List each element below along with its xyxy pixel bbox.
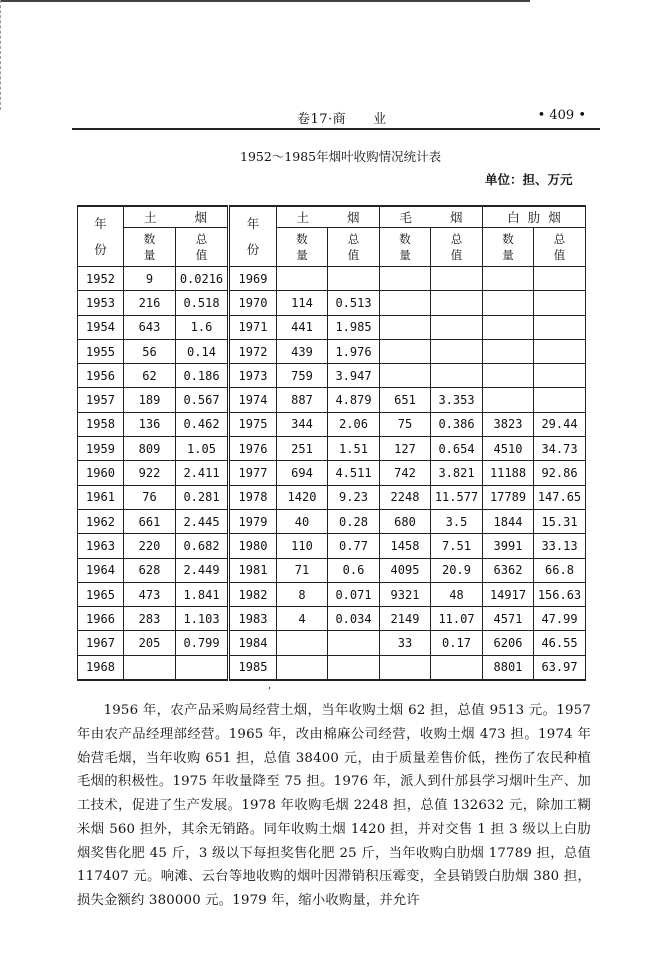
year-cell: 1970 — [229, 291, 277, 315]
bailei-quantity — [483, 267, 534, 291]
sub-char: 值 — [347, 248, 360, 262]
year-cell: 1979 — [229, 509, 277, 533]
sub-char: 量 — [399, 248, 411, 262]
tuyan-value: 0.281 — [176, 485, 229, 509]
tuyan-quantity: 220 — [124, 534, 176, 558]
year-cell: 1964 — [78, 558, 124, 582]
tuyan-value: 0.034 — [328, 607, 380, 631]
sub-char: 数 — [399, 232, 411, 246]
tuyan-quantity: 251 — [277, 437, 328, 461]
tuyan-value: 9.23 — [328, 485, 380, 509]
tuyan-quantity — [277, 267, 328, 291]
page-number: • 409 • — [537, 108, 586, 123]
maoyan-value: 7.51 — [431, 534, 483, 558]
bailei-value — [534, 339, 586, 363]
bailei-value — [534, 291, 586, 315]
year-cell: 1958 — [78, 412, 124, 436]
sub-char: 总 — [347, 232, 360, 246]
bailei-quantity: 4510 — [483, 437, 534, 461]
year-cell: 1971 — [229, 315, 277, 339]
tuyan-quantity: 922 — [124, 461, 176, 485]
tuyan-quantity: 344 — [277, 412, 328, 436]
header-quantity — [380, 228, 431, 267]
bailei-value: 156.63 — [534, 582, 586, 606]
group-char: 烟 — [347, 210, 360, 225]
scan-edge-left — [0, 0, 2, 110]
table-row — [78, 388, 586, 412]
year-cell: 1980 — [229, 534, 277, 558]
tuyan-quantity: 661 — [124, 509, 176, 533]
tuyan-value: 1.976 — [328, 339, 380, 363]
group-char: 烟 — [450, 210, 463, 225]
tuyan-quantity: 71 — [277, 558, 328, 582]
group-char: 毛 — [399, 210, 412, 225]
table-row — [78, 534, 586, 558]
table-row — [78, 437, 586, 461]
year-cell: 1963 — [78, 534, 124, 558]
stray-mark: , — [268, 680, 272, 691]
tuyan-value: 0.071 — [328, 582, 380, 606]
bailei-value: 63.97 — [534, 655, 586, 680]
group-char: 肋 — [527, 210, 541, 225]
year-cell: 1977 — [229, 461, 277, 485]
header-quantity — [483, 228, 534, 267]
table-row — [78, 267, 586, 291]
table-row — [78, 582, 586, 606]
year-cell: 1983 — [229, 607, 277, 631]
tuyan-quantity: 439 — [277, 339, 328, 363]
bailei-value: 15.31 — [534, 509, 586, 533]
bailei-value: 34.73 — [534, 437, 586, 461]
group-char: 烟 — [548, 210, 561, 225]
maoyan-value — [431, 267, 483, 291]
header-quantity — [277, 228, 328, 267]
maoyan-quantity: 742 — [380, 461, 431, 485]
tuyan-quantity: 887 — [277, 388, 328, 412]
tuyan-value — [328, 631, 380, 655]
tuyan-quantity: 216 — [124, 291, 176, 315]
bailei-quantity — [483, 315, 534, 339]
maoyan-quantity: 1458 — [380, 534, 431, 558]
tuyan-value: 0.77 — [328, 534, 380, 558]
tuyan-value: 0.14 — [176, 339, 229, 363]
header-row-groups — [78, 206, 586, 228]
header-year-2 — [229, 206, 277, 267]
sub-char: 量 — [296, 248, 308, 262]
year-cell: 1966 — [78, 607, 124, 631]
header-year-1 — [78, 206, 124, 267]
bailei-value — [534, 267, 586, 291]
year-cell: 1955 — [78, 339, 124, 363]
table-unit: 单位：担、万元 — [485, 172, 573, 187]
year-cell: 1972 — [229, 339, 277, 363]
header-group-tuyan-1 — [124, 206, 229, 228]
tuyan-quantity: 694 — [277, 461, 328, 485]
year-cell: 1959 — [78, 437, 124, 461]
bailei-quantity: 14917 — [483, 582, 534, 606]
tuyan-value: 3.947 — [328, 364, 380, 388]
maoyan-quantity: 2248 — [380, 485, 431, 509]
tuyan-value: 0.462 — [176, 412, 229, 436]
bailei-quantity: 4571 — [483, 607, 534, 631]
year-cell: 1952 — [78, 267, 124, 291]
tuyan-value: 0.567 — [176, 388, 229, 412]
tuyan-value: 0.513 — [328, 291, 380, 315]
year-cell: 1968 — [78, 655, 124, 680]
table-row — [78, 485, 586, 509]
maoyan-value — [431, 364, 483, 388]
maoyan-value: 0.654 — [431, 437, 483, 461]
table-row — [78, 461, 586, 485]
maoyan-quantity: 2149 — [380, 607, 431, 631]
maoyan-value: 3.353 — [431, 388, 483, 412]
header-rule — [72, 128, 600, 130]
tuyan-quantity: 441 — [277, 315, 328, 339]
bailei-quantity — [483, 339, 534, 363]
maoyan-quantity: 9321 — [380, 582, 431, 606]
tuyan-quantity: 136 — [124, 412, 176, 436]
bailei-value — [534, 364, 586, 388]
table-row — [78, 607, 586, 631]
tuyan-quantity: 473 — [124, 582, 176, 606]
maoyan-quantity — [380, 364, 431, 388]
table-body — [78, 267, 586, 681]
tuyan-value: 2.449 — [176, 558, 229, 582]
tuyan-value: 1.51 — [328, 437, 380, 461]
tuyan-quantity — [124, 655, 176, 680]
maoyan-quantity: 75 — [380, 412, 431, 436]
bailei-value: 47.99 — [534, 607, 586, 631]
tuyan-quantity: 4 — [277, 607, 328, 631]
scan-edge — [0, 0, 530, 2]
header-year-char: 年 — [94, 215, 107, 231]
tuyan-quantity: 628 — [124, 558, 176, 582]
year-cell: 1982 — [229, 582, 277, 606]
tuyan-quantity: 283 — [124, 607, 176, 631]
year-cell: 1973 — [229, 364, 277, 388]
year-cell: 1981 — [229, 558, 277, 582]
bailei-value: 92.86 — [534, 461, 586, 485]
bailei-quantity: 11188 — [483, 461, 534, 485]
tuyan-value: 0.28 — [328, 509, 380, 533]
tuyan-value: 1.841 — [176, 582, 229, 606]
table-title: 1952～1985年烟叶收购情况统计表 — [240, 149, 442, 164]
bailei-quantity: 3991 — [483, 534, 534, 558]
tuyan-value: 0.518 — [176, 291, 229, 315]
maoyan-quantity — [380, 655, 431, 680]
maoyan-quantity: 4095 — [380, 558, 431, 582]
sub-char: 数 — [502, 232, 514, 246]
year-cell: 1961 — [78, 485, 124, 509]
tobacco-purchase-table — [77, 205, 586, 681]
sub-char: 量 — [502, 248, 514, 262]
year-cell: 1978 — [229, 485, 277, 509]
header-value — [431, 228, 483, 267]
tuyan-value: 4.511 — [328, 461, 380, 485]
group-char: 土 — [296, 210, 309, 225]
bailei-value: 46.55 — [534, 631, 586, 655]
tuyan-quantity: 809 — [124, 437, 176, 461]
table-row — [78, 339, 586, 363]
tuyan-quantity: 40 — [277, 509, 328, 533]
running-head — [72, 108, 600, 128]
tuyan-quantity: 205 — [124, 631, 176, 655]
table-row — [78, 509, 586, 533]
body-paragraph: 1956 年，农产品采购局经营土烟，当年收购土烟 62 担，总值 9513 元。1957 年由农产品经理部经营。1965 年，改由棉麻公司经营，收购土烟 473 担。1974 年始营毛烟，当年收购 651 担，总值 38400 元，由于质量差售价低，挫伤了农民种植毛烟的积极性。1975 年收量降至 75 担。1976 年，派人到什邡县学习烟叶生产、加工技术，促进了生产发展。1978 年收购毛烟 2248 担，总值 132632 元，除加工糊米烟 560 担外，其余无销路。同年收购土烟 1420 担，并对交售 1 担 3 级以上白肋烟奖售化肥 45 斤，3 级以下每担奖售化肥 25 斤，当年收购白肋烟 17789 担，总值 117407 元。响滩、云台等地收购的烟叶因滞销积压霉变，全县销毁白肋烟 380 担，损失金额约 380000 元。1979 年，缩小收购量，并允许 — [77, 703, 591, 908]
maoyan-value: 20.9 — [431, 558, 483, 582]
bailei-quantity — [483, 291, 534, 315]
maoyan-value: 0.17 — [431, 631, 483, 655]
bailei-value: 147.65 — [534, 485, 586, 509]
maoyan-quantity: 680 — [380, 509, 431, 533]
maoyan-quantity: 127 — [380, 437, 431, 461]
tuyan-value: 1.05 — [176, 437, 229, 461]
bailei-quantity: 6362 — [483, 558, 534, 582]
year-cell: 1957 — [78, 388, 124, 412]
sub-char: 值 — [195, 248, 208, 262]
maoyan-quantity — [380, 267, 431, 291]
sub-char: 数 — [296, 232, 308, 246]
year-cell: 1984 — [229, 631, 277, 655]
header-year-char: 份 — [94, 241, 107, 257]
year-cell: 1976 — [229, 437, 277, 461]
maoyan-value: 11.07 — [431, 607, 483, 631]
tuyan-value: 0.799 — [176, 631, 229, 655]
sub-char: 总 — [553, 232, 566, 246]
bailei-value: 29.44 — [534, 412, 586, 436]
bailei-quantity: 6206 — [483, 631, 534, 655]
header-row-sub — [78, 228, 586, 267]
sub-char: 值 — [553, 248, 566, 262]
group-char: 土 — [143, 210, 157, 225]
tuyan-quantity: 643 — [124, 315, 176, 339]
year-cell: 1956 — [78, 364, 124, 388]
bailei-quantity: 8801 — [483, 655, 534, 680]
bailei-quantity: 17789 — [483, 485, 534, 509]
maoyan-quantity: 651 — [380, 388, 431, 412]
table-row — [78, 631, 586, 655]
header-value — [176, 228, 229, 267]
maoyan-value — [431, 655, 483, 680]
table-row — [78, 291, 586, 315]
header-group-bailei — [483, 206, 586, 228]
bailei-value — [534, 315, 586, 339]
maoyan-value: 3.821 — [431, 461, 483, 485]
maoyan-value: 3.5 — [431, 509, 483, 533]
year-cell: 1974 — [229, 388, 277, 412]
sub-char: 量 — [143, 248, 156, 262]
tuyan-quantity: 1420 — [277, 485, 328, 509]
tuyan-quantity: 110 — [277, 534, 328, 558]
year-cell: 1969 — [229, 267, 277, 291]
tuyan-quantity: 56 — [124, 339, 176, 363]
header-year-char: 份 — [246, 241, 260, 257]
bailei-value — [534, 388, 586, 412]
tuyan-value: 2.411 — [176, 461, 229, 485]
tuyan-value — [328, 267, 380, 291]
table-row — [78, 655, 586, 680]
tuyan-quantity: 759 — [277, 364, 328, 388]
maoyan-quantity — [380, 315, 431, 339]
maoyan-value: 48 — [431, 582, 483, 606]
tuyan-value — [328, 655, 380, 680]
maoyan-quantity — [380, 339, 431, 363]
maoyan-value: 11.577 — [431, 485, 483, 509]
tuyan-quantity: 76 — [124, 485, 176, 509]
bailei-value: 33.13 — [534, 534, 586, 558]
table-row — [78, 364, 586, 388]
year-cell: 1953 — [78, 291, 124, 315]
year-cell: 1962 — [78, 509, 124, 533]
group-char: 烟 — [194, 210, 208, 225]
maoyan-value — [431, 339, 483, 363]
header-year-char: 年 — [246, 215, 260, 231]
tuyan-value: 0.186 — [176, 364, 229, 388]
tuyan-quantity: 8 — [277, 582, 328, 606]
group-char: 白 — [507, 210, 520, 225]
tuyan-quantity — [277, 655, 328, 680]
tuyan-quantity: 189 — [124, 388, 176, 412]
header-quantity — [124, 228, 176, 267]
bailei-quantity — [483, 364, 534, 388]
tuyan-value: 0.6 — [328, 558, 380, 582]
tuyan-value: 0.0216 — [176, 267, 229, 291]
sub-char: 总 — [450, 232, 463, 246]
tuyan-value: 0.682 — [176, 534, 229, 558]
sub-char: 数 — [143, 232, 156, 246]
table-row — [78, 315, 586, 339]
maoyan-quantity — [380, 291, 431, 315]
table-row — [78, 412, 586, 436]
tuyan-value — [176, 655, 229, 680]
tuyan-quantity: 114 — [277, 291, 328, 315]
tuyan-value: 4.879 — [328, 388, 380, 412]
header-group-tuyan-2 — [277, 206, 380, 228]
tuyan-quantity: 62 — [124, 364, 176, 388]
year-cell: 1965 — [78, 582, 124, 606]
tuyan-value: 1.103 — [176, 607, 229, 631]
tuyan-value: 2.06 — [328, 412, 380, 436]
tuyan-value: 1.6 — [176, 315, 229, 339]
tuyan-quantity: 9 — [124, 267, 176, 291]
maoyan-value — [431, 291, 483, 315]
table-row — [78, 558, 586, 582]
tuyan-quantity — [277, 631, 328, 655]
header-group-maoyan — [380, 206, 483, 228]
header-value — [328, 228, 380, 267]
section-title: 卷17·商 业 — [297, 112, 387, 127]
bailei-quantity: 3823 — [483, 412, 534, 436]
bailei-quantity — [483, 388, 534, 412]
tuyan-value: 2.445 — [176, 509, 229, 533]
year-cell: 1967 — [78, 631, 124, 655]
maoyan-quantity: 33 — [380, 631, 431, 655]
maoyan-value — [431, 315, 483, 339]
year-cell: 1985 — [229, 655, 277, 680]
year-cell: 1954 — [78, 315, 124, 339]
year-cell: 1960 — [78, 461, 124, 485]
maoyan-value: 0.386 — [431, 412, 483, 436]
sub-char: 总 — [195, 232, 208, 246]
bailei-value: 66.8 — [534, 558, 586, 582]
bailei-quantity: 1844 — [483, 509, 534, 533]
year-cell: 1975 — [229, 412, 277, 436]
tuyan-value: 1.985 — [328, 315, 380, 339]
sub-char: 值 — [450, 248, 463, 262]
header-value — [534, 228, 586, 267]
